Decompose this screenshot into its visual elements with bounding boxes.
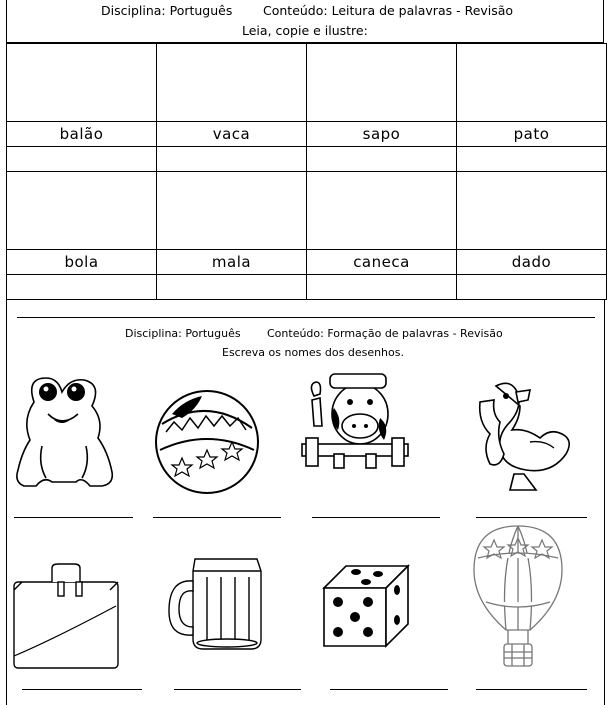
drawing-cell[interactable]	[457, 44, 607, 122]
bag-icon	[12, 562, 122, 672]
copy-cell[interactable]	[307, 275, 457, 300]
answer-line[interactable]	[22, 689, 142, 690]
answer-line[interactable]	[476, 689, 587, 690]
instruction-label: Leia, copie e ilustre:	[242, 23, 368, 38]
word-cell: mala	[157, 249, 307, 275]
frog-icon	[12, 372, 116, 494]
drawing-cell[interactable]	[7, 44, 157, 122]
drawing-row	[7, 44, 607, 122]
section-divider	[17, 317, 595, 318]
word-cell: caneca	[307, 249, 457, 275]
copy-cell[interactable]	[7, 275, 157, 300]
instruction-label-2: Escreva os nomes dos desenhos.	[222, 346, 404, 359]
word-table	[6, 43, 607, 300]
copy-cell[interactable]	[157, 275, 307, 300]
word-cell: balão	[7, 121, 157, 147]
copy-cell[interactable]	[457, 275, 607, 300]
drawing-cell[interactable]	[157, 44, 307, 122]
answer-line[interactable]	[174, 689, 301, 690]
drawing-row	[7, 171, 607, 249]
copy-cell[interactable]	[307, 147, 457, 172]
answer-line[interactable]	[330, 689, 448, 690]
mug-icon	[165, 557, 275, 653]
content-label: Conteúdo: Leitura de palavras - Revisão	[263, 3, 514, 18]
worksheet-header	[6, 0, 604, 43]
word-cell: bola	[7, 249, 157, 275]
word-cell: dado	[457, 249, 607, 275]
answer-line[interactable]	[312, 517, 440, 518]
drawing-cell[interactable]	[7, 171, 157, 249]
answer-line[interactable]	[153, 517, 281, 518]
duck-icon	[470, 378, 576, 494]
cow-icon	[300, 368, 412, 476]
word-cell: vaca	[157, 121, 307, 147]
copy-row	[7, 147, 607, 172]
answer-line[interactable]	[14, 517, 133, 518]
answer-line[interactable]	[476, 517, 587, 518]
content-label-2: Conteúdo: Formação de palavras - Revisão	[267, 327, 503, 340]
discipline-label: Disciplina: Português	[101, 3, 233, 18]
word-row	[7, 249, 607, 275]
copy-cell[interactable]	[7, 147, 157, 172]
copy-cell[interactable]	[457, 147, 607, 172]
ball-icon	[152, 388, 262, 496]
word-cell: sapo	[307, 121, 457, 147]
dice-icon	[322, 562, 410, 648]
word-row	[7, 121, 607, 147]
drawing-cell[interactable]	[307, 44, 457, 122]
copy-cell[interactable]	[157, 147, 307, 172]
copy-row	[7, 275, 607, 300]
balloon-icon	[472, 524, 564, 670]
discipline-label-2: Disciplina: Português	[125, 327, 241, 340]
word-cell: pato	[457, 121, 607, 147]
drawing-cell[interactable]	[157, 171, 307, 249]
drawing-cell[interactable]	[457, 171, 607, 249]
drawing-cell[interactable]	[307, 171, 457, 249]
